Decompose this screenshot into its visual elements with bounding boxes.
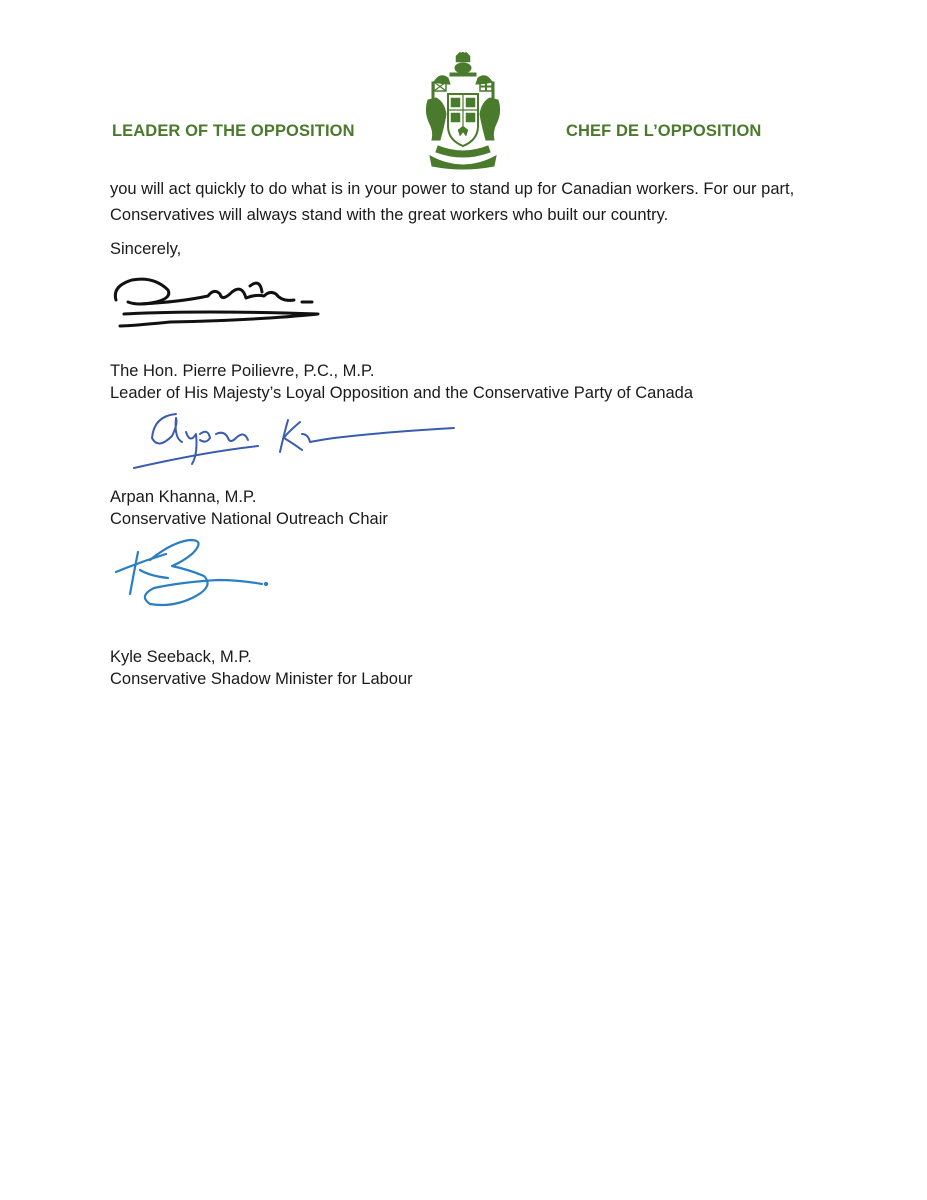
- letterhead-title-english: LEADER OF THE OPPOSITION: [112, 122, 355, 140]
- signature-seeback: [110, 532, 274, 622]
- signature-khanna: [124, 404, 460, 474]
- signatory-name: The Hon. Pierre Poilievre, P.C., M.P.: [110, 362, 375, 380]
- signatory-seeback: [110, 646, 413, 690]
- signatory-khanna: [110, 486, 388, 530]
- signatory-title: Leader of His Majesty’s Loyal Opposition and the Conservative Party of Canada: [110, 384, 694, 402]
- signatory-poilievre: [110, 360, 693, 404]
- body-paragraph: you will act quickly to do what is in your power to stand up for Canadian workers. For our part, Conservatives will always stand with the great workers who built our country.: [110, 180, 795, 224]
- signatory-name: Kyle Seeback, M.P.: [110, 648, 252, 666]
- closing: Sincerely,: [110, 240, 182, 258]
- signatory-title: Conservative Shadow Minister for Labour: [110, 670, 413, 688]
- signatory-name: Arpan Khanna, M.P.: [110, 488, 257, 506]
- letter-body: [110, 176, 830, 228]
- coat-of-arms-icon: [420, 52, 506, 170]
- signature-poilievre: [110, 264, 330, 334]
- letterhead-title-french: CHEF DE L’OPPOSITION: [566, 122, 762, 140]
- signatory-title: Conservative National Outreach Chair: [110, 510, 388, 528]
